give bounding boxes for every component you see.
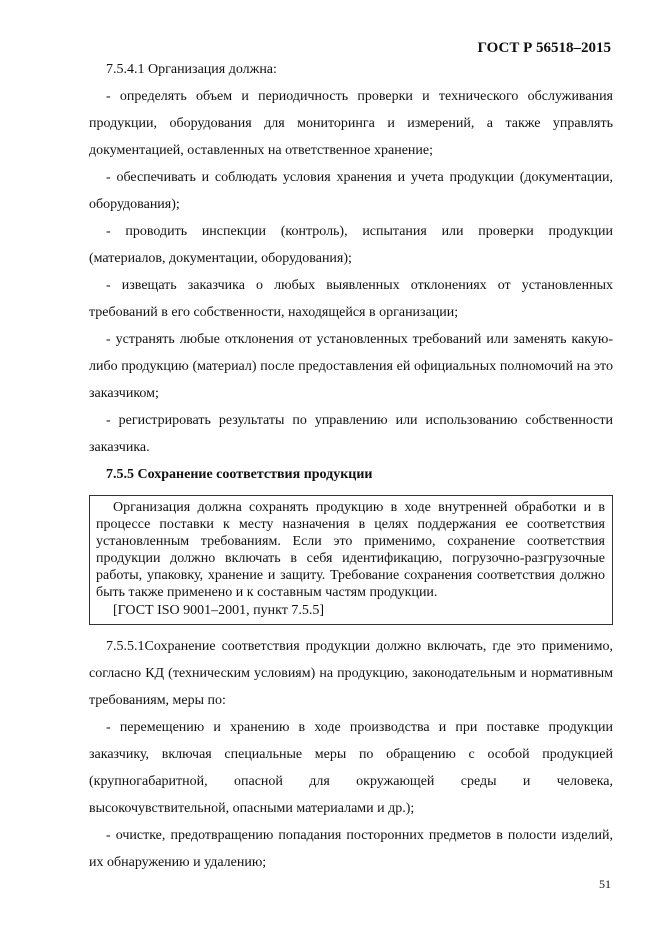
clause-7551-item: - очистке, предотвращению попадания посторонних предметов в полости изделий, их обнаружению и удалению; bbox=[89, 828, 613, 870]
iso-quote-text: Организация должна сохранять продукцию в ходе внутренней обработки и в процессе поставки к месту назначения в целях поддержания ее соответствия установленным требованиям. Если это применимо, сохранение соответствия продукции должно включать в себя идентификацию, погрузочно-разгрузочные работы, упаковку, хранение и защиту. Требование сохранения соответствия должно быть также применено и к составным частям продукции. bbox=[96, 500, 605, 600]
clause-7541-item: - проводить инспекции (контроль), испытания или проверки продукции (материалов, документации, оборудования); bbox=[89, 224, 613, 266]
clause-7551-intro: 7.5.5.1Сохранение соответствия продукции должно включать, где это применимо, согласно КД (техническим условиям) на продукцию, законодательным и нормативным требованиям, меры по: bbox=[89, 639, 613, 708]
clause-7541-title: 7.5.4.1 Организация должна: bbox=[106, 62, 277, 77]
clause-7541-item: - извещать заказчика о любых выявленных отклонениях от установленных требований в его собственности, находящейся в организации; bbox=[89, 278, 613, 320]
iso-quote-box bbox=[89, 495, 613, 625]
clause-7541-item: - регистрировать результаты по управлению или использованию собственности заказчика. bbox=[89, 413, 613, 455]
document-body bbox=[89, 56, 613, 876]
clause-7541-item: - определять объем и периодичность проверки и технического обслуживания продукции, оборудования для мониторинга и измерений, а также управлять документацией, оставленных на ответственное хранение; bbox=[89, 89, 613, 158]
clause-7541-item: - обеспечивать и соблюдать условия хранения и учета продукции (документации, оборудования); bbox=[89, 170, 613, 212]
clause-7541-item: - устранять любые отклонения от установленных требований или заменять какую-либо продукцию (материал) после предоставления ей официальных полномочий на это заказчиком; bbox=[89, 332, 613, 401]
page-number: 51 bbox=[599, 877, 611, 891]
document-header: ГОСТ Р 56518–2015 bbox=[477, 40, 611, 56]
clause-7551-item: - перемещению и хранению в ходе производства и при поставке продукции заказчику, включая специальные меры по обращению с особой продукцией (крупногабаритной, опасной для окружающей среды и человека, высокочувствительной, опасными материалами и др.); bbox=[89, 720, 613, 816]
section-755-heading: 7.5.5 Сохранение соответствия продукции bbox=[106, 467, 373, 482]
iso-quote-reference: [ГОСТ ISO 9001–2001, пункт 7.5.5] bbox=[113, 603, 325, 618]
